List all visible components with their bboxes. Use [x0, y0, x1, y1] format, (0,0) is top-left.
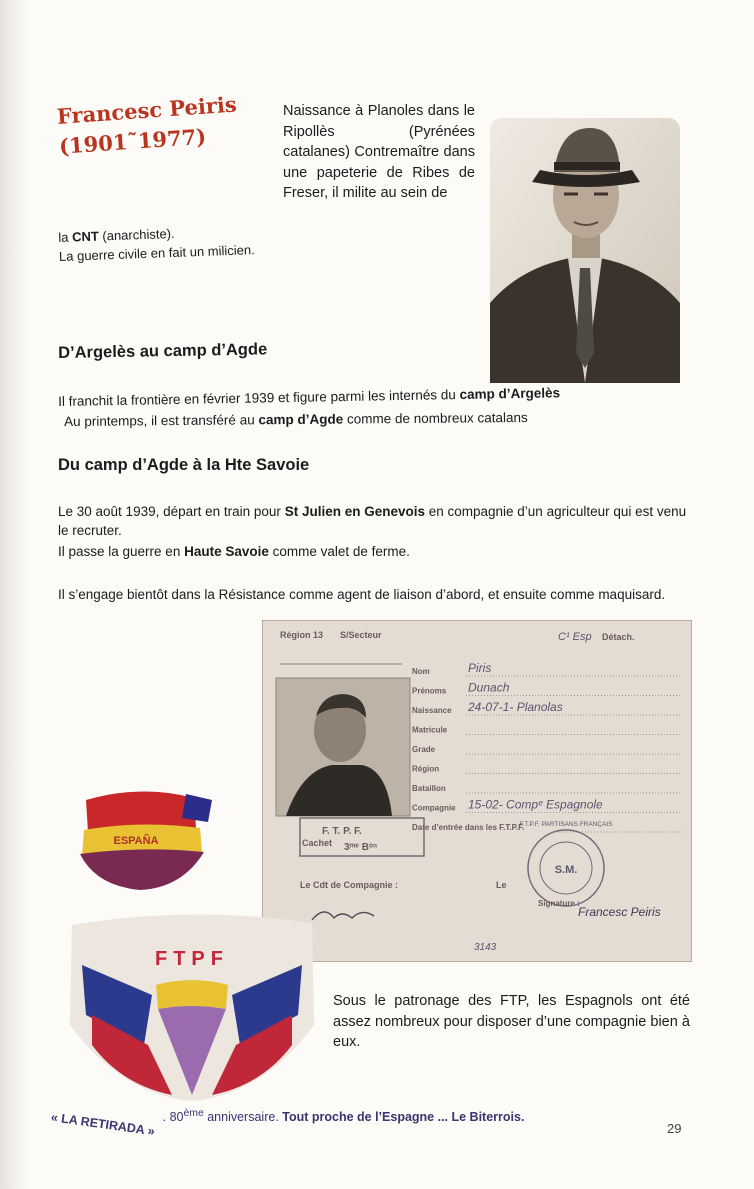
- card-number: 3143: [474, 942, 497, 953]
- footer-ordinal-sup: ème: [183, 1108, 204, 1119]
- card-field-label: Naissance: [412, 706, 452, 715]
- card-field-label: Date d’entrée dans les F.T.P.F.: [412, 823, 525, 832]
- card-cachet: Cachet: [302, 838, 333, 848]
- espana-patch: [62, 780, 222, 892]
- intro-text: Naissance à Planoles dans le Ripollès (Pyrénées catalanes) Contremaître dans une papeterie de Ribes de Freser, il milite au sein de: [283, 103, 475, 201]
- card-bataillon-stamp: 3ᵐᵉ Bᵒⁿ: [344, 842, 378, 853]
- card-ftpf: F. T. P. F.: [322, 826, 362, 837]
- card-signature: Francesc Peiris: [578, 905, 661, 919]
- ftpf-id-card: [262, 620, 692, 962]
- savoie-paragraph: [58, 542, 690, 561]
- card-le: Le: [496, 880, 507, 890]
- resistance-paragraph: Il s’engage bientôt dans la Résistance comme agent de liaison d’abord, et ensuite comme maquisard.: [58, 587, 666, 602]
- footer-anniversaire: anniversaire.: [203, 1110, 283, 1125]
- card-detach: Détach.: [602, 632, 635, 642]
- card-field-value: Dunach: [468, 680, 510, 695]
- cnt-label: CNT: [71, 228, 100, 245]
- footer: [50, 1108, 592, 1139]
- card-field-label: Compagnie: [412, 803, 456, 813]
- agde-text-pre: Au printemps, il est transféré au: [64, 412, 259, 429]
- card-field-value: Piris: [468, 661, 492, 675]
- cnt-suffix: (anarchiste).: [98, 225, 175, 244]
- page-title: [56, 88, 260, 162]
- title-dates: (1901˜1977): [58, 123, 207, 159]
- card-field-label: Prénoms: [412, 686, 447, 696]
- cnt-prefix: la: [58, 229, 73, 245]
- card-stamp-center: S.M.: [554, 864, 578, 876]
- ftp-caption: Sous le patronage des FTP, les Espagnols ont été assez nombreux pour disposer d’une compagnie bien à eux.: [333, 993, 690, 1050]
- card-signature-label: Signature :: [538, 899, 580, 908]
- ftpf-patch: [62, 905, 322, 1105]
- card-field-label: Bataillon: [412, 784, 446, 793]
- milicien-line: La guerre civile en fait un milicien.: [58, 242, 255, 264]
- card-field-value: 15-02- Compᵉ Espagnole: [468, 797, 603, 812]
- agde-text-post: comme de nombreux catalans: [343, 409, 528, 427]
- card-field-label: Matricule: [412, 725, 448, 735]
- section-heading-savoie: Du camp d’Agde à la Hte Savoie: [58, 456, 310, 474]
- savoie-pre: Il passe la guerre en: [58, 544, 185, 559]
- card-cdt: Le Cdt de Compagnie :: [300, 880, 399, 890]
- agde-camp: camp d’Agde: [258, 411, 344, 428]
- stjulien-place: St Julien en Genevois: [284, 504, 425, 519]
- portrait-photo: [490, 118, 680, 383]
- stjulien-post: en compagnie d’un agriculteur qui est venu le recruter.: [58, 504, 687, 538]
- card-field-label: Grade: [412, 745, 436, 754]
- card-secteur: S/Secteur: [340, 630, 382, 640]
- card-detach-value: C¹ Esp: [558, 631, 592, 643]
- agde-line: [64, 406, 704, 431]
- footer-title: « LA RETIRADA »: [50, 1110, 156, 1139]
- footer-bold: Tout proche de l’Espagne ... Le Biterrois.: [282, 1110, 525, 1125]
- card-field-label: Région: [412, 764, 440, 774]
- card-stamp-text: F.T.P.F. PARTISANS FRANÇAIS: [519, 821, 613, 828]
- card-field-value: 24-07-1- Planolas: [468, 700, 563, 714]
- title-name: Francesc Peiris: [56, 91, 238, 129]
- savoie-post: comme valet de ferme.: [268, 544, 410, 559]
- ftpf-patch-label: FTPF: [155, 948, 229, 970]
- argeles-camp: camp d’Argelès: [459, 385, 561, 402]
- card-region: Région 13: [280, 630, 324, 640]
- page-number: 29: [667, 1121, 682, 1136]
- stjulien-pre: Le 30 août 1939, départ en train pour: [58, 504, 285, 519]
- stjulien-paragraph: [58, 502, 690, 540]
- savoie-place: Haute Savoie: [184, 544, 269, 559]
- card-field-label: Nom: [412, 667, 430, 676]
- argeles-text: Il franchit la frontière en février 1939 et figure parmi les internés du: [58, 386, 460, 409]
- section-heading-argeles: D’Argelès au camp d’Agde: [58, 340, 268, 362]
- page-edge-shadow: [0, 0, 30, 1189]
- intro-continued: [58, 219, 319, 266]
- espana-label: ESPAÑA: [113, 835, 159, 847]
- footer-ordinal: . 80: [162, 1110, 184, 1125]
